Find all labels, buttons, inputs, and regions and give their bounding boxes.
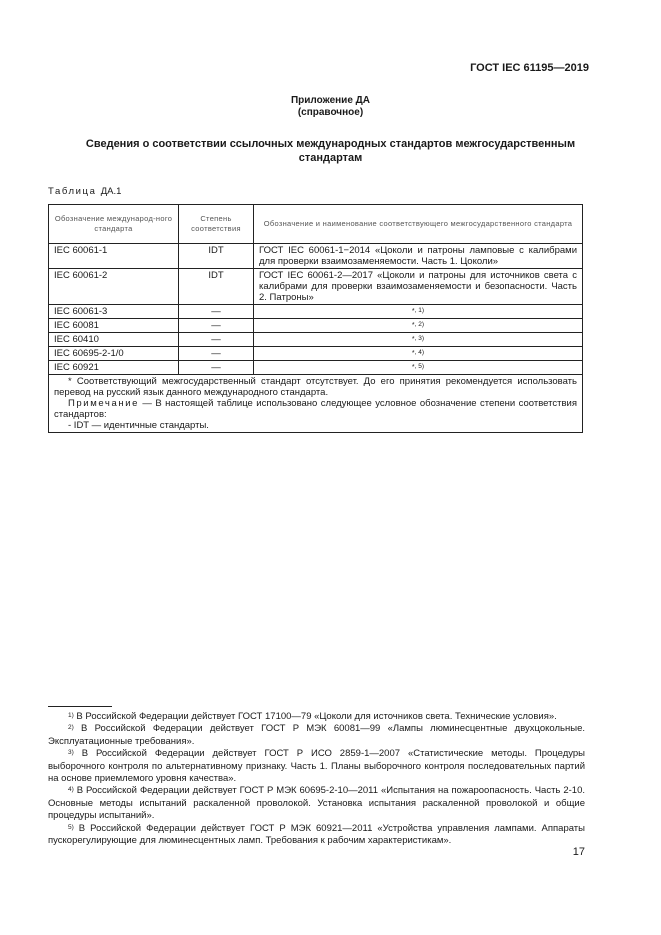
footnote	[48, 711, 585, 723]
annex-title: Приложение ДА	[290, 95, 371, 106]
footnote	[48, 723, 585, 748]
table-row	[49, 269, 583, 305]
row-footnote-ref	[254, 305, 583, 319]
table-row	[49, 347, 583, 361]
table-label	[48, 186, 121, 197]
section-title: Сведения о соответствии ссылочных международных стандартов межгосударственным стандартам	[85, 138, 576, 164]
idt-definition: - IDT — идентичные стандарты.	[68, 420, 209, 431]
table-header-row	[49, 205, 583, 244]
note-word: Примечание	[68, 398, 139, 409]
row-code: IEC 60695-2-1/0	[49, 347, 179, 361]
row-degree: —	[179, 305, 254, 319]
row-degree: —	[179, 333, 254, 347]
footnote-text: В Российской Федерации действует ГОСТ Р МЭК 60921—2011 «Устройства управления лампами. Аппараты пускорегулирующие для люминесцентных ламп. Требования к рабочим характеристикам».	[48, 822, 585, 847]
row-standard-name: ГОСТ IEC 60061-1−2014 «Цоколи и патроны ламповые с калибрами для проверки взаимозаменяемости. Часть 1. Цоколи»	[254, 244, 583, 269]
table-label-word: Таблица	[48, 186, 97, 197]
row-code: IEC 60061-3	[49, 305, 179, 319]
footnote-mark: 2)	[68, 724, 74, 732]
footnote-text: В Российской Федерации действует ГОСТ 17100—79 «Цоколи для источников света. Технические условия».	[73, 711, 557, 722]
ref-star: *	[411, 322, 415, 329]
footnote-text: В Российской Федерации действует ГОСТ Р МЭК 60695-2-10—2011 «Испытания на пожароопасность. Часть 2-10. Основные методы испытаний раскаленной проволокой. Установка испытания раскаленной проволокой и общие процедуры испытаний».	[48, 785, 585, 822]
row-footnote-ref	[254, 347, 583, 361]
header-interstate-standard: Обозначение и наименование соответствующего межгосударственного стандарта	[254, 205, 583, 244]
table-notes-row	[49, 375, 583, 433]
footnotes	[48, 711, 585, 847]
ref-footnote-mark: , 4)	[414, 349, 425, 356]
table-note	[54, 398, 577, 420]
footnote-text: В Российской Федерации действует ГОСТ Р ИСО 2859-1—2007 «Статистические методы. Процедуры выборочного контроля по альтернативному признаку. Часть 1. Планы выборочного контроля последовательных партий на основе приемлемого уровня качества».	[48, 748, 585, 785]
footnote-text: В Российской Федерации действует ГОСТ Р МЭК 60081—99 «Лампы люминесцентные двухцокольные. Эксплуатационные требования».	[48, 723, 585, 747]
row-degree: —	[179, 361, 254, 375]
table-notes	[49, 375, 583, 433]
row-degree: IDT	[179, 269, 254, 305]
row-standard-name: ГОСТ IEC 60061-2—2017 «Цоколи и патроны для источников света с калибрами для проверки взаимозаменяемости и безопасности. Часть 2. Патроны»	[254, 269, 583, 305]
row-code: IEC 60061-2	[49, 269, 179, 305]
row-code: IEC 60921	[49, 361, 179, 375]
page-number: 17	[572, 846, 585, 858]
footnote	[48, 823, 585, 848]
footnote	[48, 785, 585, 822]
footnote	[48, 748, 585, 785]
row-footnote-ref	[254, 333, 583, 347]
footnote-mark: 4)	[68, 786, 74, 794]
table-label-number: ДА.1	[100, 186, 122, 197]
row-code: IEC 60061-1	[49, 244, 179, 269]
table-row	[49, 244, 583, 269]
footnote-mark: 1)	[68, 712, 74, 719]
ref-star: *	[411, 336, 415, 343]
footnote-mark: 3)	[68, 749, 74, 757]
ref-star: *	[411, 308, 415, 315]
footnote-mark: 5)	[68, 823, 74, 831]
annex-heading	[0, 95, 661, 119]
row-degree: —	[179, 347, 254, 361]
document-code: ГОСТ IEC 61195—2019	[470, 62, 589, 74]
header-degree: Степень соответствия	[179, 205, 254, 244]
note-text: — В настоящей таблице использовано следующее условное обозначение степени соответствия стандартов:	[54, 398, 577, 420]
row-code: IEC 60410	[49, 333, 179, 347]
row-footnote-ref	[254, 319, 583, 333]
table-row	[49, 361, 583, 375]
star-note: * Соответствующий межгосударственный стандарт отсутствует. До его принятия рекомендуется использовать перевод на русский язык данного международного стандарта.	[54, 376, 577, 398]
header-intl-code: Обозначение международ-ного стандарта	[49, 205, 179, 244]
ref-star: *	[411, 364, 415, 371]
ref-footnote-mark: , 5)	[414, 363, 425, 370]
ref-footnote-mark: , 3)	[414, 335, 425, 342]
annex-subtitle: (справочное)	[297, 107, 364, 118]
ref-footnote-mark: , 2)	[414, 321, 425, 328]
footnote-divider	[48, 706, 112, 707]
row-code: IEC 60081	[49, 319, 179, 333]
row-footnote-ref	[254, 361, 583, 375]
table-row	[49, 305, 583, 319]
row-degree: —	[179, 319, 254, 333]
row-degree: IDT	[179, 244, 254, 269]
table-row	[49, 333, 583, 347]
table-row	[49, 319, 583, 333]
ref-footnote-mark: , 1)	[414, 307, 425, 314]
ref-star: *	[411, 350, 415, 357]
correspondence-table	[48, 204, 583, 433]
